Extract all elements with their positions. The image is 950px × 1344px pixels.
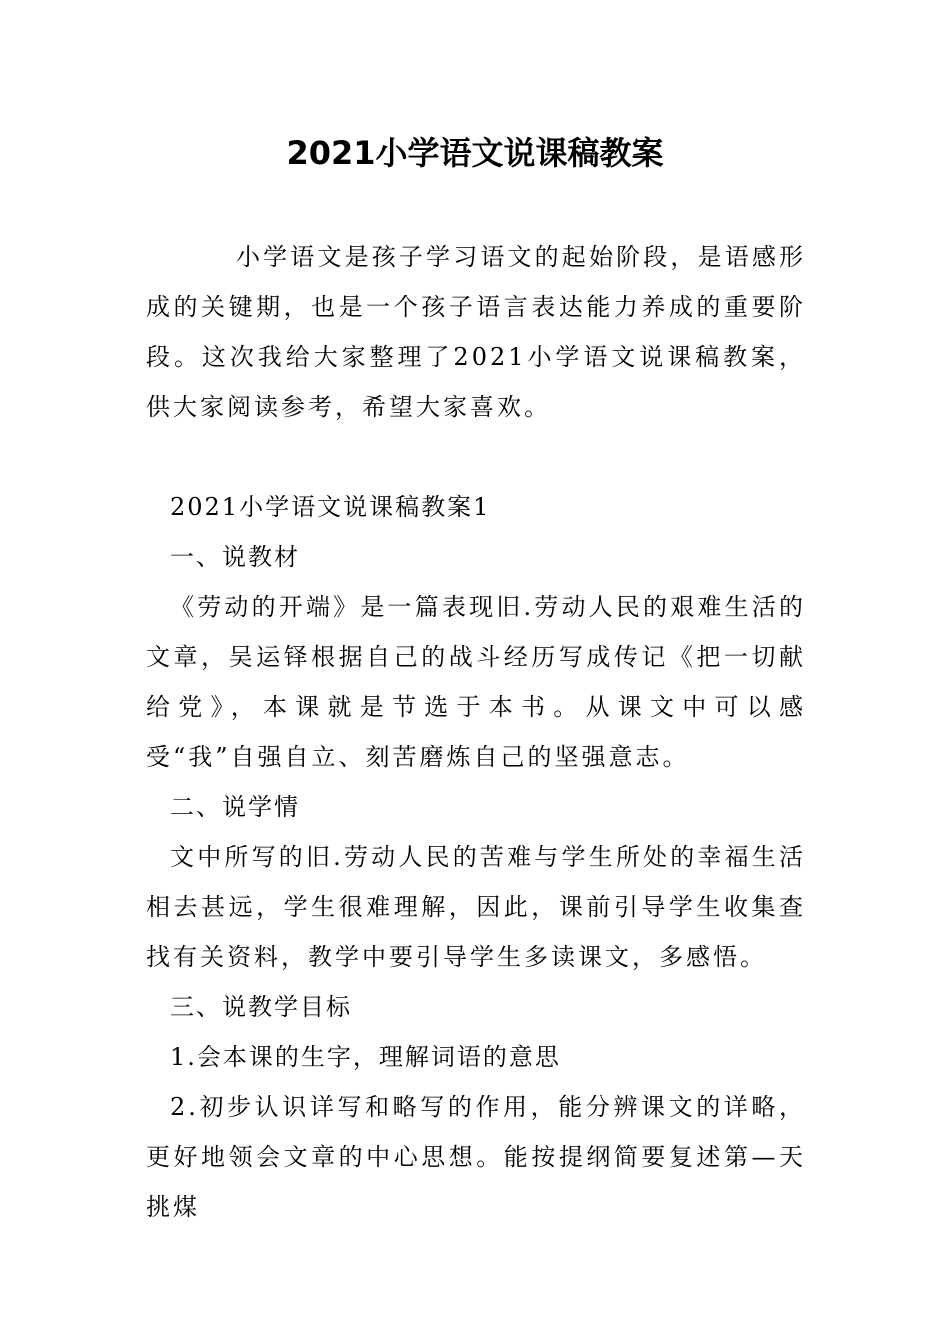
- goal-item-2: 2.初步认识详写和略写的作用，能分辨课文的详略，更好地领会文章的中心思想。能按提纲简要复述第—天挑煤: [146, 1093, 806, 1221]
- goal-item-1: 1.会本课的生字，理解词语的意思: [170, 1043, 561, 1071]
- section-title: 2021小学语文说课稿教案1: [170, 493, 491, 521]
- section-heading-students: 二、说学情: [170, 793, 300, 821]
- section-heading-goals: 三、说教学目标: [170, 993, 352, 1021]
- document-title: 2021小学语文说课稿教案: [286, 134, 664, 172]
- section-heading-textbook: 一、说教材: [170, 543, 300, 571]
- textbook-paragraph: 《劳动的开端》是一篇表现旧.劳动人民的艰难生活的文章，吴运铎根据自己的战斗经历写成传记《把一切献给党》，本课就是节选于本书。从课文中可以感受“我”自强自立、刻苦磨炼自己的坚强意志。: [146, 593, 806, 771]
- intro-paragraph: 小学语文是孩子学习语文的起始阶段，是语感形成的关键期，也是一个孩子语言表达能力养成的重要阶段。这次我给大家整理了2021小学语文说课稿教案，供大家阅读参考，希望大家喜欢。: [146, 243, 806, 421]
- students-paragraph: 文中所写的旧.劳动人民的苦难与学生所处的幸福生活相去甚远，学生很难理解，因此，课前引导学生收集查找有关资料，教学中要引导学生多读课文，多感悟。: [146, 843, 806, 971]
